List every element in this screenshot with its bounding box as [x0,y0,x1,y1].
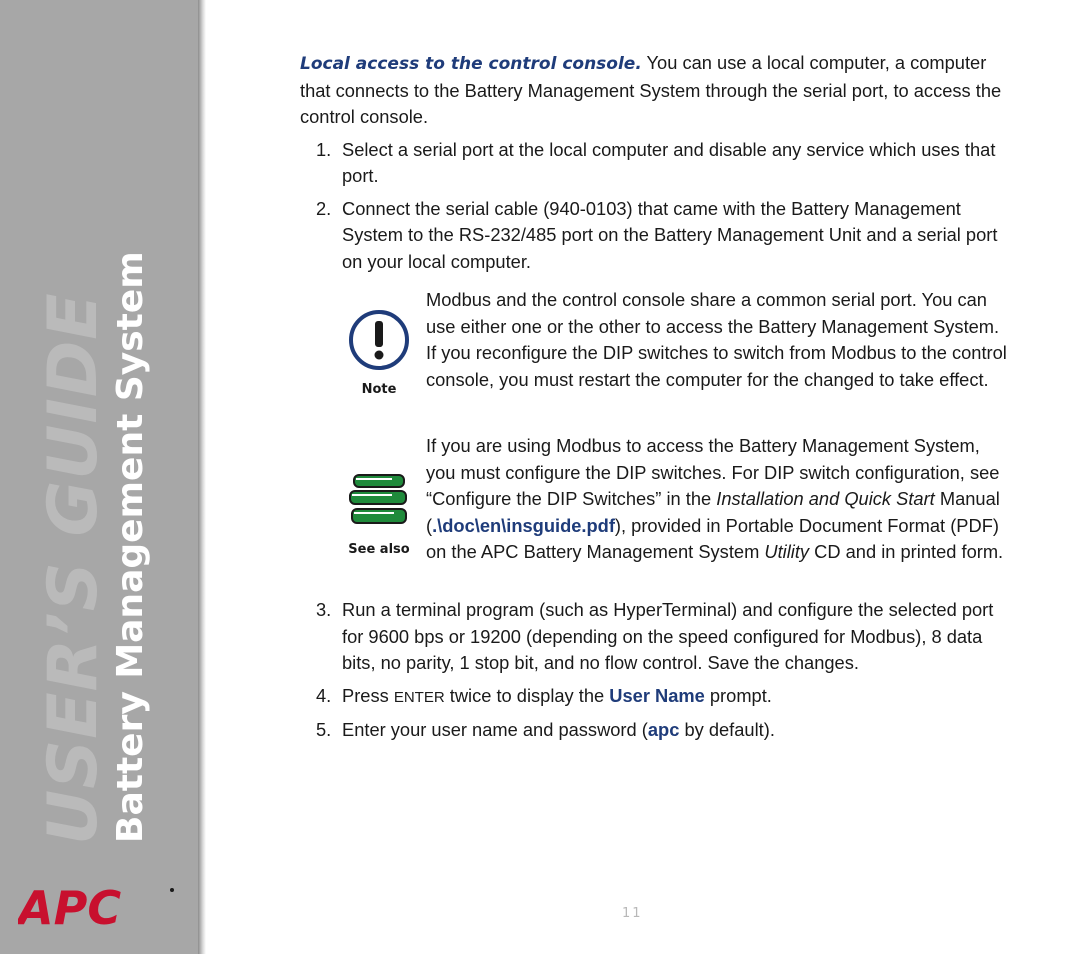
step-text: Enter your user name and password (apc by default). [342,719,775,740]
step-number: 1. [316,138,332,160]
note-block [300,287,1010,407]
steps-list-2 [300,597,1010,744]
main-content [300,50,1010,750]
list-item [300,137,1010,190]
steps-list-1 [300,137,1010,276]
exclamation-icon [348,309,410,371]
list-item [300,683,1010,712]
intro-paragraph [300,50,1010,131]
user-name-keyword: User Name [609,684,705,706]
enter-key: ENTER [393,688,445,706]
step-number: 4. [316,684,332,706]
sidebar-shadow [198,0,206,954]
step-number: 3. [316,599,332,620]
page-number: 11 [622,906,643,921]
list-item [300,717,1010,744]
list-item [300,196,1010,276]
apc-keyword: apc [647,719,680,740]
note-icon-wrap [344,309,414,403]
logo-text: APC [18,884,122,930]
see-also-text: If you are using Modbus to access the Battery Management System, you must configure the DIP switches. For DIP switch configuration, see “Configure the DIP Switches” in the Installation and Quick Start Manual (.\doc\en\insguide.pdf), provided in Portable Document Format (PDF) on the APC Battery Management System Utility CD and in printed form. [426,435,1004,562]
step-text: Connect the serial cable (940-0103) that came with the Battery Management System to the RS-232/485 port on the Battery Management Unit and a serial port on your local computer. [342,197,998,272]
step-text: Run a terminal program (such as HyperTerminal) and configure the selected port for 9600 bps or 19200 (depending on the speed configured for Modbus), 8 data bits, no parity, 1 stop bit, and no flow control. Save the changes. [342,599,994,673]
sidebar-title: USER’S GUIDE [34,292,113,845]
pdf-link[interactable]: .\doc\en\insguide.pdf [432,514,615,536]
books-icon [346,471,412,531]
note-text: Modbus and the control console share a common serial port. You can use either one or the other to access the Battery Management System. If you reconfigure the DIP switches to switch from Modbus to the control console, you must restart the computer for the changed to take effect. [426,289,1007,390]
step-text: Press ENTER twice to display the User Name prompt. [342,684,772,706]
sidebar-subtitle: Battery Management System [110,251,151,843]
intro-text: You can use a local computer, a computer that connects to the Battery Management System through the serial port, to access the control console. [300,52,1002,127]
step-text: Select a serial port at the local computer and disable any service which uses that port. [342,138,996,186]
step-number: 2. [316,197,332,219]
step-number: 5. [316,719,332,740]
see-also-block [300,433,1010,583]
list-item [300,597,1010,677]
section-heading: Local access to the control console. [300,54,642,74]
see-also-caption: See also [348,541,410,557]
see-also-icon-wrap [344,471,414,563]
note-caption: Note [361,381,397,397]
apc-logo [18,884,176,935]
